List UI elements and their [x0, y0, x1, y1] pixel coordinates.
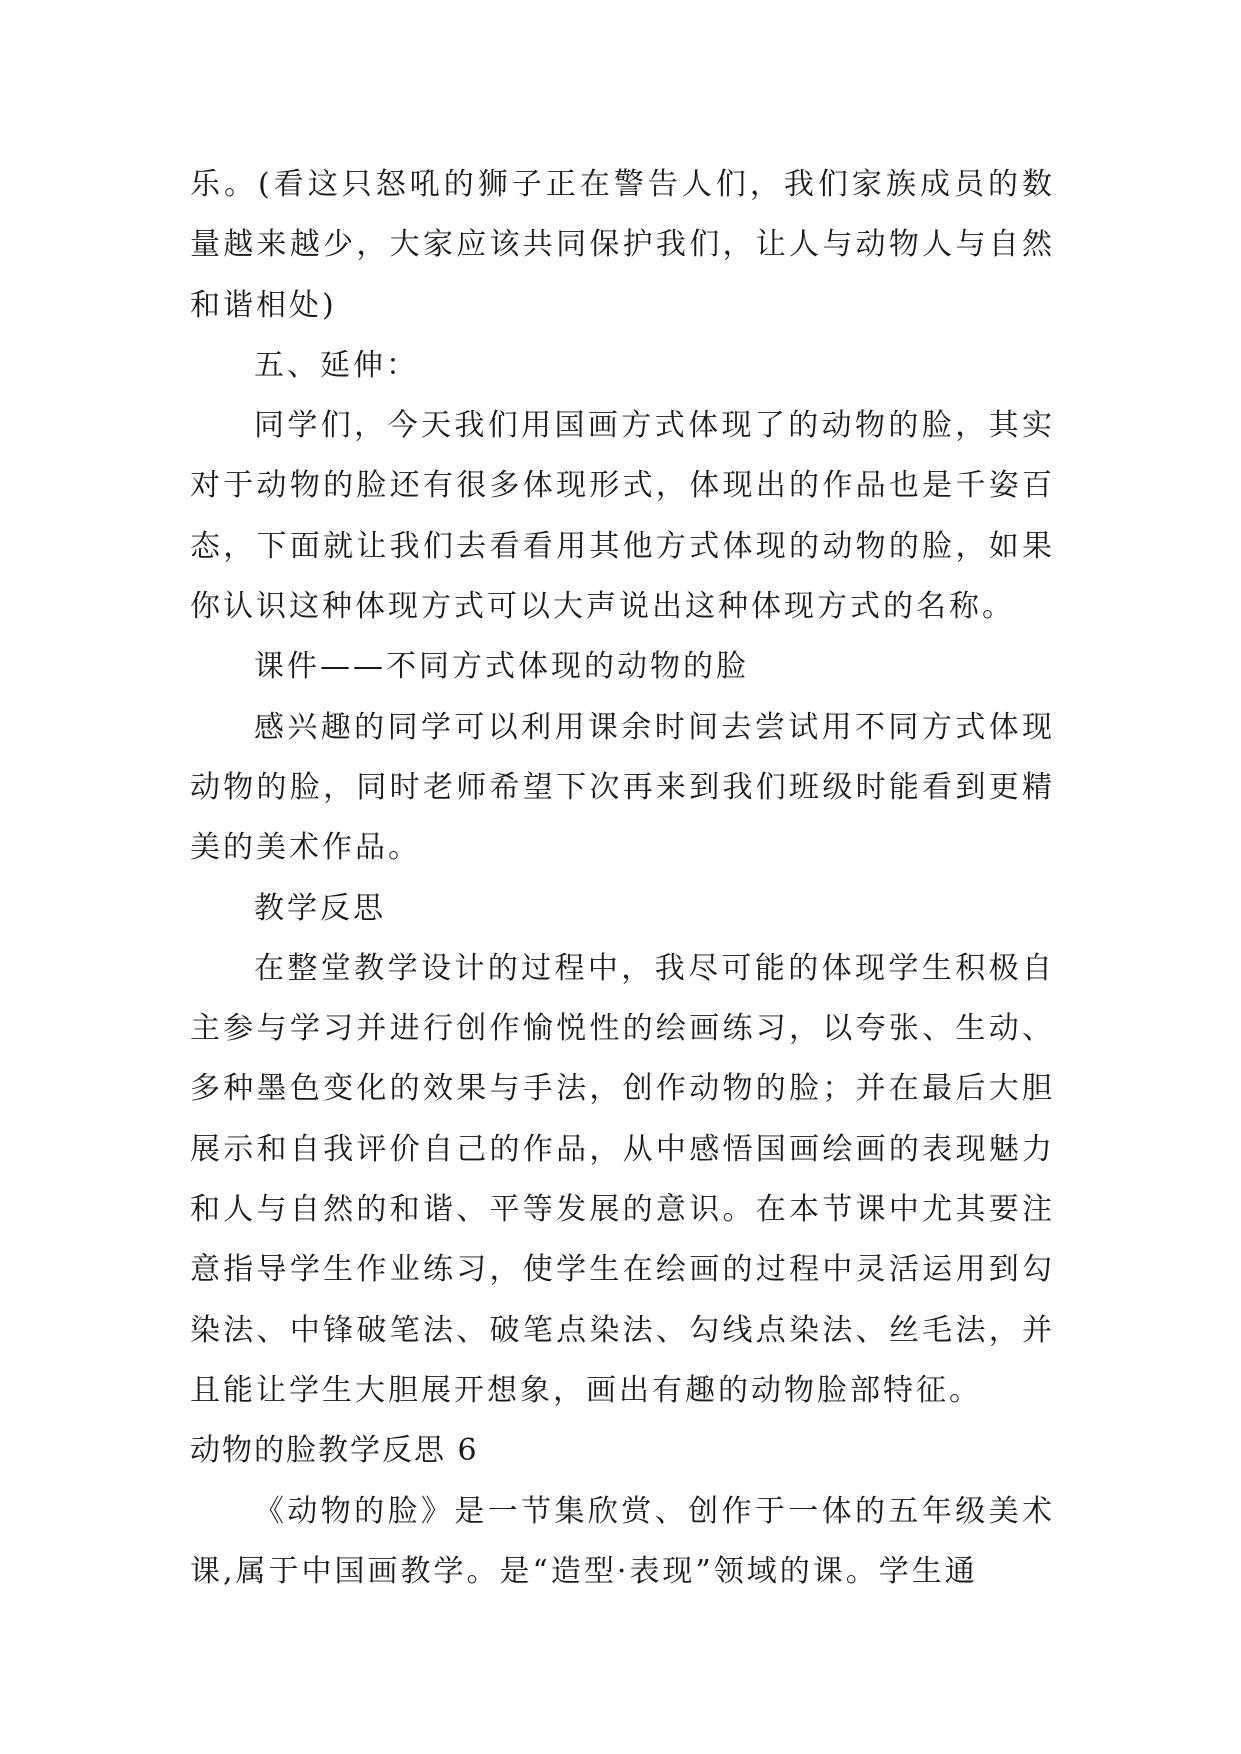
- document-section-title: 动物的脸教学反思 6: [190, 1433, 479, 1469]
- paragraph-extension-intro: 同学们，今天我们用国画方式体现了的动物的脸，其实对于动物的脸还有很多体现形式，体现出的作品也是千姿百态，下面就让我们去看看用其他方式体现的动物的脸，如果你认识这种体现方式可以大声说出这种体现方式的名称。: [190, 408, 1055, 625]
- paragraph-lion-continuation: 乐。(看这只怒吼的狮子正在警告人们，我们家族成员的数量越来越少，大家应该共同保护我们，让人与动物人与自然和谐相处): [190, 167, 1055, 323]
- section-heading-reflection: 教学反思: [254, 890, 386, 926]
- paragraph-interest: 感兴趣的同学可以利用课余时间去尝试用不同方式体现动物的脸，同时老师希望下次再来到我们班级时能看到更精美的美术作品。: [190, 709, 1055, 866]
- section-heading-extension: 五、延伸：: [254, 347, 419, 383]
- paragraph-lesson-intro: 《动物的脸》是一节集欣赏、创作于一体的五年级美术课,属于中国画教学。是“造型·表现”领域的课。学生通: [190, 1493, 1055, 1589]
- paragraph-courseware: 课件——不同方式体现的动物的脸: [254, 649, 749, 685]
- paragraph-reflection: 在整堂教学设计的过程中，我尽可能的体现学生积极自主参与学习并进行创作愉悦性的绘画练习，以夸张、生动、多种墨色变化的效果与手法，创作动物的脸；并在最后大胆展示和自我评价自己的作品，从中感悟国画绘画的表现魅力和人与自然的和谐、平等发展的意识。在本节课中尤其要注意指导学生作业练习，使学生在绘画的过程中灵活运用到勾染法、中锋破笔法、破笔点染法、勾线点染法、丝毛法，并且能让学生大胆展开想象，画出有趣的动物脸部特征。: [190, 950, 1055, 1408]
- document-body: [190, 155, 1055, 1602]
